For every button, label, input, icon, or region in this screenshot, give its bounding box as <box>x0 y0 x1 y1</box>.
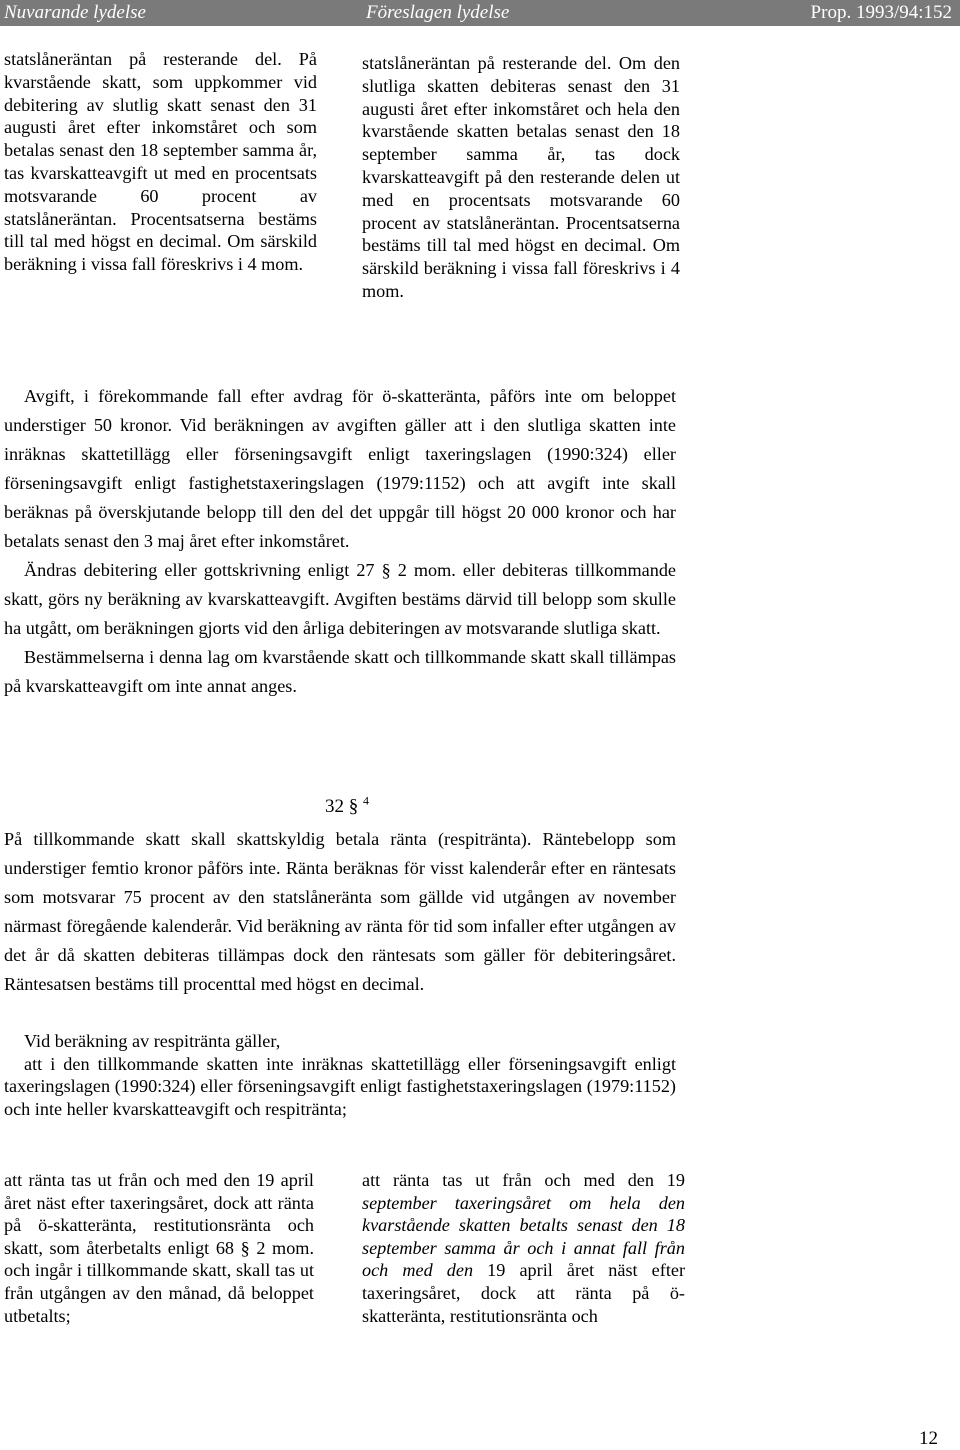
proposed-wording-heading: Föreslagen lydelse <box>366 2 510 23</box>
proposed-lead: att ränta tas ut från och med den 19 <box>362 1170 685 1190</box>
proposed-change: september taxeringsåret om hela den kvarstående skatten betalts senast den 18 september samma år och i annat fall från och med den <box>362 1192 685 1281</box>
paragraph: Ändras debitering eller gottskrivning enligt 27 § 2 mom. eller debiteras tillkommande skatt, görs ny beräkning av kvarskatteavgift. Avgiften bestäms därvid till belopp som skulle ha utgått, om beräkningen gjorts vid den årliga debiteringen av motsvarande slutliga skatt. <box>4 560 676 638</box>
current-wording-text: statslåneräntan på resterande del. På kvarstående skatt, som uppkommer vid debitering av slutlig skatt senast den 31 augusti året efter inkomståret och som betalas senast den 18 september samma år, tas kvarskatteavgift ut med en procentsats motsvarande 60 procent av statslåneräntan. Procentsatserna bestäms till tal med högst en decimal. Om särskild beräkning i vissa fall föreskrivs i 4 mom. <box>4 49 317 275</box>
current-wording-column-bottom <box>4 1169 314 1327</box>
common-text-block <box>4 382 676 701</box>
section-number: 32 § <box>325 796 359 817</box>
proposition-number: Prop. 1993/94:152 <box>810 2 952 23</box>
current-wording-text: att ränta tas ut från och med den 19 april året näst efter taxeringsåret, dock att ränta på ö-skatteränta, restitutionsränta och skatt, som återbetalts enligt 68 § 2 mom. och ingår i tillkommande skatt, skall tas ut från utgången av den månad, då beloppet utbetalts; <box>4 1170 314 1326</box>
paragraph: Bestämmelserna i denna lag om kvarstående skatt och tillkommande skatt skall tillämpas på kvarskatteavgift om inte annat anges. <box>4 647 676 696</box>
current-wording-heading: Nuvarande lydelse <box>4 2 146 23</box>
paragraph: Avgift, i förekommande fall efter avdrag för ö-skatteränta, påförs inte om beloppet understiger 50 kronor. Vid beräkningen av avgiften gäller att i den slutliga skatten inte inräknas skattetillägg eller förseningsavgift enligt taxeringslagen (1990:324) eller förseningsavgift enligt fastighetstaxeringslagen (1979:1152) och att avgift inte skall beräknas på överskjutande belopp till den del det uppgår till högst 20 000 kronor och har betalats senast den 3 maj året efter inkomståret. <box>4 386 676 551</box>
footnote-marker: 4 <box>363 793 369 808</box>
section-heading <box>325 793 369 818</box>
proposed-wording-column-top <box>362 52 680 303</box>
paragraph: På tillkommande skatt skall skattskyldig betala ränta (respitränta). Räntebelopp som understiger femtio kronor påförs inte. Ränta beräknas för visst kalenderår efter en räntesats som motsvarar 75 procent av den statslåneränta som gällde vid utgången av november närmast föregående kalenderår. Vid beräkning av ränta för tid som infaller efter utgången av det år då skatten debiteras tillämpas dock den räntesats som gäller för debiteringsåret. Räntesatsen bestäms till procenttal med högst en decimal. <box>4 829 676 994</box>
proposed-tail: 19 april året näst efter taxeringsåret, dock att ränta på ö-skatteränta, restitutionsränta och <box>362 1260 685 1326</box>
proposed-wording-text: statslåneräntan på resterande del. Om den slutliga skatten debiteras senast den 31 augusti året efter inkomståret och hela den kvarstående skatten betalas senast den 18 september samma år, tas dock kvarskatteavgift på den resterande delen ut med en procentsats motsvarande 60 procent av statslåneräntan. Procentsatserna bestäms till tal med högst en decimal. Om särskild beräkning i vissa fall föreskrivs i 4 mom. <box>362 53 680 301</box>
section-text-block <box>4 825 676 999</box>
proposed-wording-column-bottom <box>362 1169 685 1327</box>
page-number: 12 <box>919 1428 938 1449</box>
proposed-wording-text <box>362 1169 685 1327</box>
page-header <box>0 0 960 26</box>
respit-item: att i den tillkommande skatten inte inräknas skattetillägg eller förseningsavgift enligt taxeringslagen (1990:324) eller förseningsavgift enligt fastighetstaxeringslagen (1979:1152) och inte heller kvarskatteavgift och respitränta; <box>4 1053 676 1119</box>
current-wording-column-top <box>4 48 317 276</box>
respit-text-block <box>4 1030 676 1120</box>
respit-intro: Vid beräkning av respitränta gäller, <box>24 1031 281 1051</box>
